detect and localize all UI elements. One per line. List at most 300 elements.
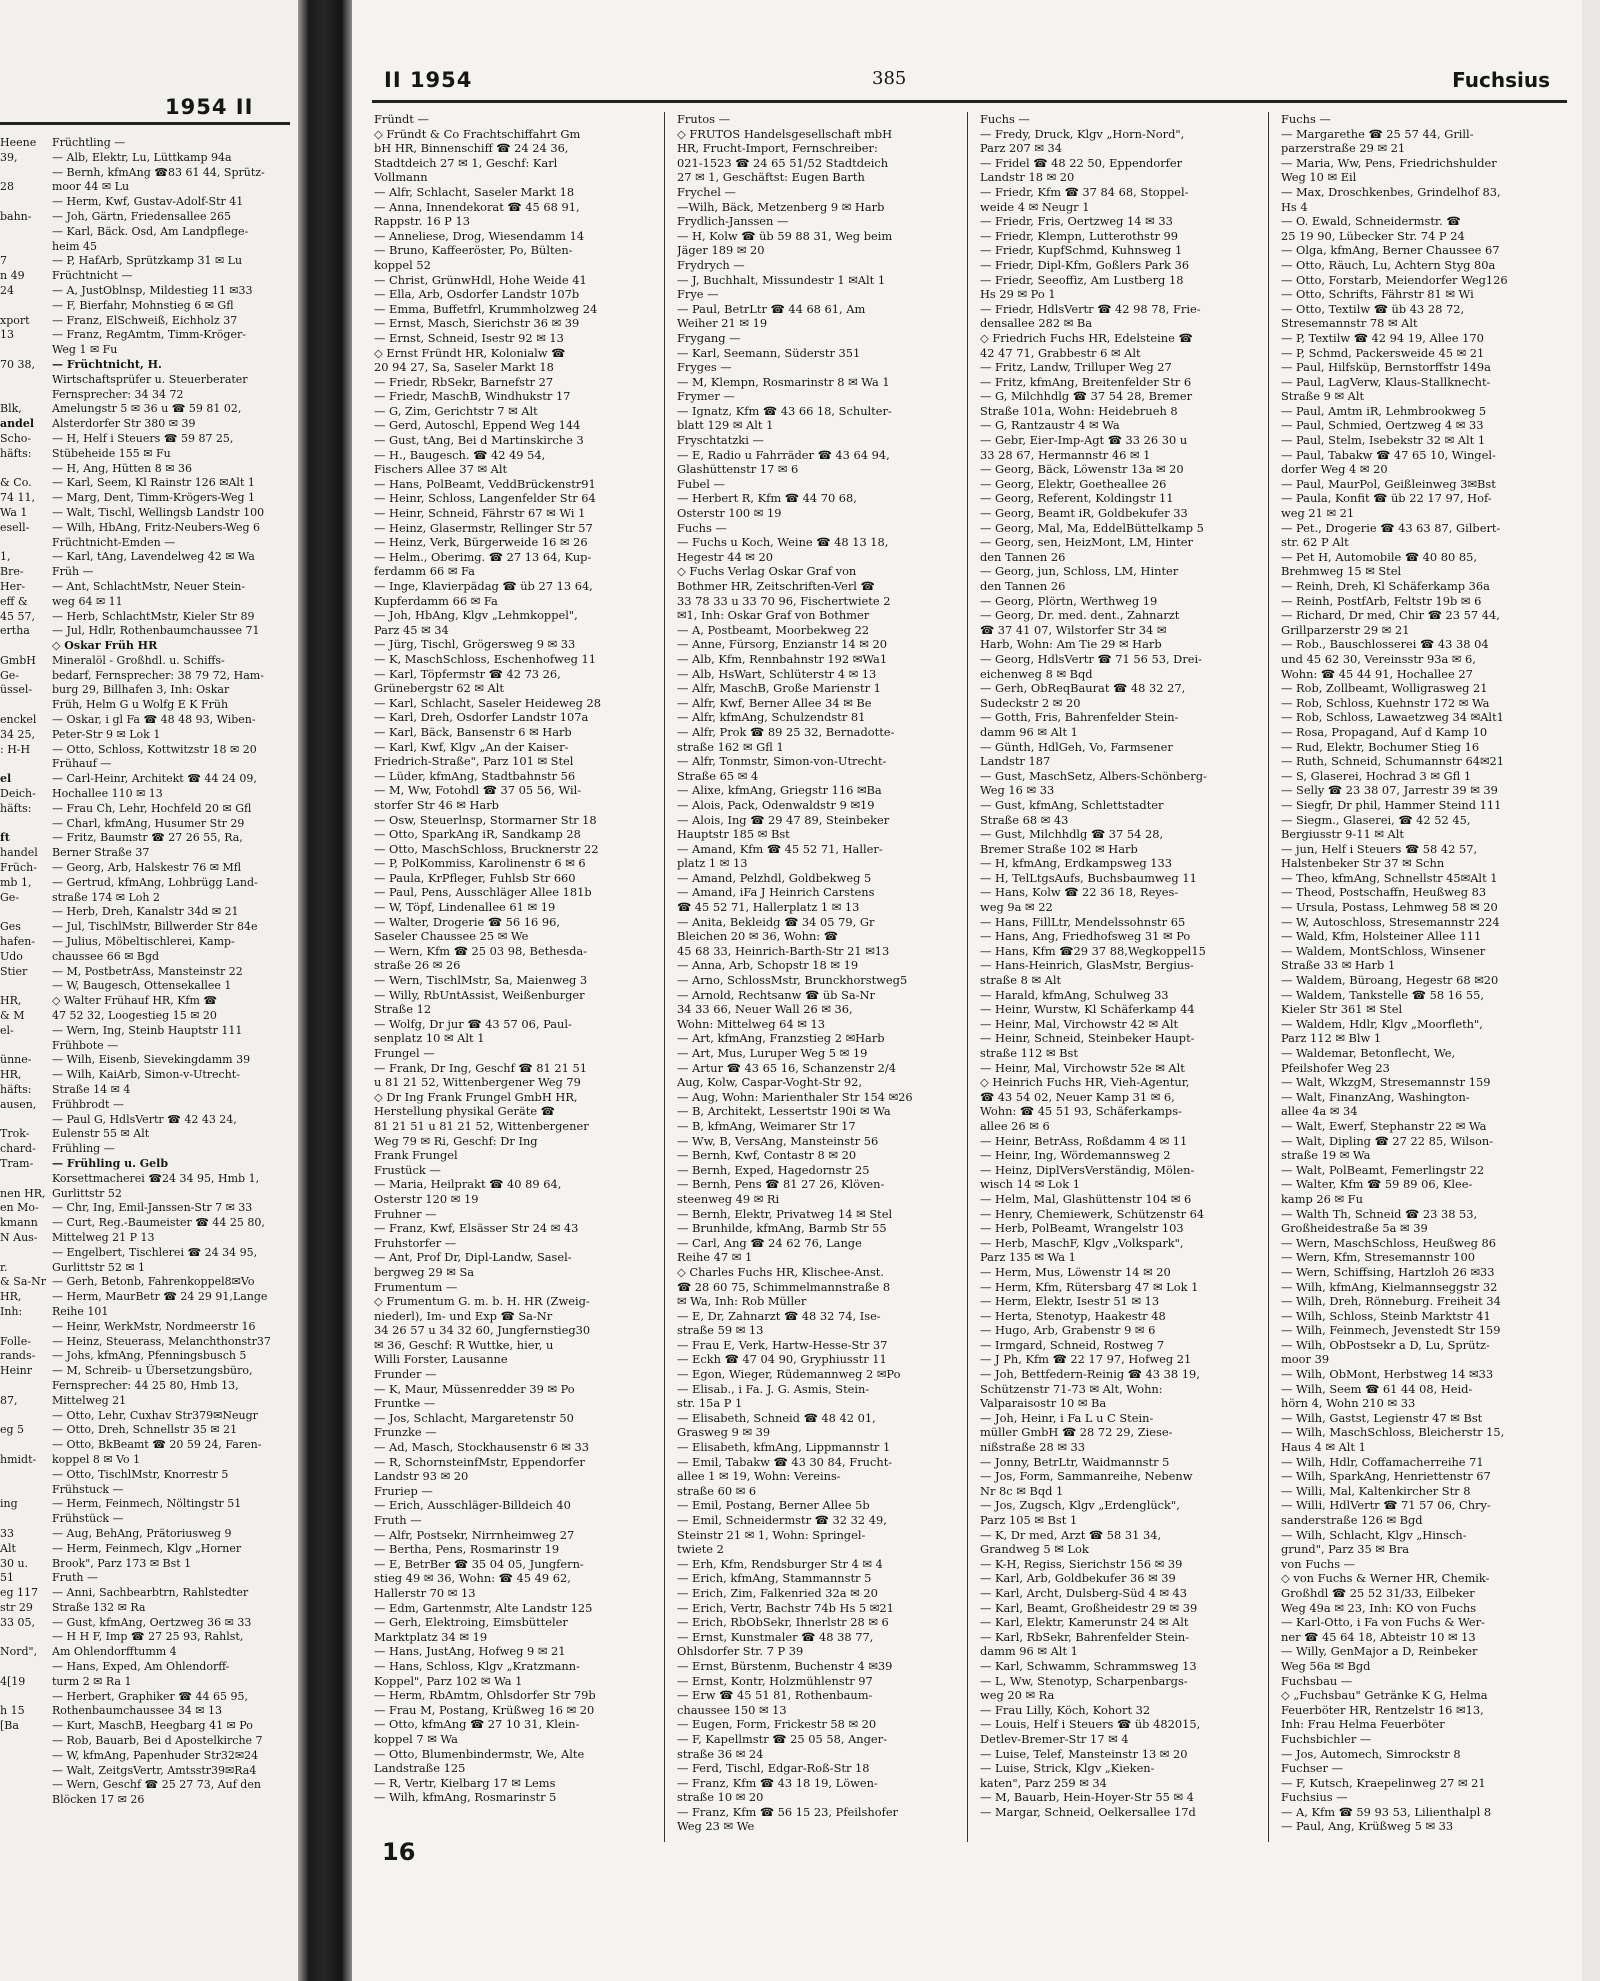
directory-entry-line: — Georg, Elektr, Goetheallee 26: [980, 476, 1167, 491]
directory-entry-line: Fryges —: [677, 360, 732, 375]
directory-entry-line: Frühstück —: [52, 1512, 124, 1526]
entries-column-3: [980, 112, 1238, 1819]
directory-entry-line: — Alfr, Postsekr, Nirrnheimweg 27: [374, 1527, 575, 1542]
directory-entry-line: — Selly ☎ 23 38 07, Jarrestr 39 ✉ 39: [1281, 783, 1498, 798]
directory-entry-line: Am Ohlendorfftumm 4: [52, 1645, 177, 1659]
directory-entry-line: — Theo, kfmAng, Schnellstr 45✉Alt 1: [1281, 870, 1498, 885]
directory-entry-line: — Alb, HsWart, Schlüterstr 4 ✉ 13: [677, 666, 877, 681]
directory-entry-line: bahn-: [0, 209, 32, 223]
directory-entry-line: — Ignatz, Kfm ☎ 43 66 18, Schulter-: [677, 403, 892, 418]
directory-entry-line: : H-H: [0, 742, 31, 756]
directory-entry-line: Folle-: [0, 1334, 31, 1348]
directory-entry-line: — Erw ☎ 45 51 81, Rothenbaum-: [677, 1688, 873, 1703]
directory-entry-line: — Julius, Möbeltischlerei, Kamp-: [52, 935, 235, 949]
directory-entry-line: Frutos —: [677, 112, 730, 126]
directory-entry-line: [0, 166, 46, 181]
directory-entry-line: — Bernh, kfmAng ☎83 61 44, Sprütz-: [52, 165, 265, 179]
directory-entry-line: Ges: [0, 920, 21, 934]
directory-entry-line: — Heinr, BetrAss, Roßdamm 4 ✉ 11: [980, 1133, 1188, 1148]
directory-entry-line: — Karl, Bäck, Bansenstr 6 ✉ Harb: [374, 724, 572, 739]
directory-entry-line: — jun, Helf i Steuers ☎ 58 42 57,: [1281, 841, 1478, 856]
column-divider: [664, 112, 665, 1842]
directory-entry-line: 33: [0, 1526, 14, 1540]
directory-entry-line: ausen,: [0, 1097, 37, 1111]
directory-entry-line: — Heinz, DiplVersVerständig, Mölen-: [980, 1162, 1195, 1177]
directory-entry-line: Straße 132 ✉ Ra: [52, 1600, 146, 1614]
directory-entry-line: — Wilh, ObMont, Herbstweg 14 ✉33: [1281, 1367, 1494, 1382]
directory-entry-line: [0, 1409, 46, 1424]
directory-entry-line: den Tannen 26: [980, 579, 1066, 593]
directory-entry-line: — Wern, Geschf ☎ 25 27 73, Auf den: [52, 1778, 261, 1792]
directory-entry-line: [0, 240, 46, 255]
directory-entry-line: steenweg 49 ✉ Ri: [677, 1191, 780, 1206]
directory-entry-line: Harb, Wohn: Am Tie 29 ✉ Harb: [980, 637, 1162, 652]
directory-entry-line: Fernsprecher: 34 34 72: [52, 387, 184, 401]
directory-entry-line: [0, 1320, 46, 1335]
directory-entry-line: häfts:: [0, 801, 32, 815]
directory-entry-line: — Georg, Plörtn, Werthweg 19: [980, 593, 1158, 608]
directory-entry-line: — Erich, kfmAng, Stammannstr 5: [677, 1571, 872, 1586]
directory-entry-line: — Alfr, Prok ☎ 89 25 32, Bernadotte-: [677, 724, 895, 739]
directory-entry-line: — Bernh, Elektr, Privatweg 14 ✉ Stel: [677, 1206, 893, 1221]
directory-entry-line: Großheidestraße 5a ✉ 39: [1281, 1221, 1428, 1236]
directory-entry-line: Straße 65 ✉ 4: [677, 768, 759, 783]
directory-entry-line: eff &: [0, 594, 28, 608]
directory-entry-line: — Arno, SchlossMstr, Brunckhorstweg5: [677, 973, 908, 988]
directory-entry-line: straße 59 ✉ 13: [677, 1323, 764, 1338]
directory-entry-line: Grünebergstr 62 ✉ Alt: [374, 681, 504, 696]
directory-entry-line: — Waldemar, Betonflecht, We,: [1281, 1046, 1456, 1060]
directory-entry-line: — K, Maur, Müssenredder 39 ✉ Po: [374, 1381, 575, 1396]
directory-entry-line: — Hugo, Arb, Grabenstr 9 ✉ 6: [980, 1323, 1156, 1338]
directory-entry-line: — J Ph, Kfm ☎ 22 17 97, Hofweg 21: [980, 1352, 1192, 1367]
directory-entry-line: — Jul, TischlMstr, Billwerder Str 84e: [52, 920, 258, 934]
directory-entry-line: — Artur ☎ 43 65 16, Schanzenstr 2/4: [677, 1060, 896, 1075]
directory-entry-line: [Ba: [0, 1719, 19, 1733]
directory-entry-line: Hs 29 ✉ Po 1: [980, 287, 1056, 302]
directory-entry-line: — Walt, WkzgM, Stresemannstr 159: [1281, 1075, 1491, 1090]
directory-entry-line: — Frau Lilly, Köch, Kohort 32: [980, 1702, 1151, 1717]
directory-entry-line: — Wilh, kfmAng, Kielmannseggstr 32: [1281, 1279, 1498, 1294]
directory-entry-line: Wohn: ☎ 45 44 91, Hochallee 27: [1281, 666, 1473, 681]
directory-entry-line: — Osw, Steuerlnsp, Stormarner Str 18: [374, 812, 597, 827]
directory-entry-line: hafen-: [0, 935, 36, 949]
directory-entry-line: — Anita, Bekleidg ☎ 34 05 79, Gr: [677, 914, 875, 929]
directory-entry-line: 021-1523 ☎ 24 65 51/52 Stadtdeich: [677, 155, 889, 170]
directory-entry-line: — Max, Droschkenbes, Grindelhof 83,: [1281, 184, 1501, 199]
directory-entry-line: — Helm, Mal, Glashüttenstr 104 ✉ 6: [980, 1191, 1192, 1206]
directory-entry-line: Halstenbeker Str 37 ✉ Schn: [1281, 856, 1445, 871]
directory-entry-line: — Brunhilde, kfmAng, Barmb Str 55: [677, 1221, 887, 1236]
directory-entry-line: bedarf, Fernsprecher: 38 79 72, Ham-: [52, 668, 264, 682]
directory-entry-line: — P, PolKommiss, Karolinenstr 6 ✉ 6: [374, 856, 586, 871]
directory-entry-line: — Frau Ch, Lehr, Hochfeld 20 ✉ Gfl: [52, 801, 252, 815]
directory-entry-line: 24: [0, 283, 14, 297]
directory-entry-line: Früch-: [0, 861, 37, 875]
directory-entry-line: — Waldem, Büroang, Hegestr 68 ✉20: [1281, 973, 1499, 988]
directory-entry-line: ft: [0, 831, 10, 845]
directory-entry-line: — Eugen, Form, Frickestr 58 ✉ 20: [677, 1717, 877, 1732]
directory-entry-line: — Otto, Lehr, Cuxhav Str379✉Neugr: [52, 1408, 258, 1422]
directory-entry-line: und 45 62 30, Vereinsstr 93a ✉ 6,: [1281, 651, 1476, 666]
directory-entry-line: — Fridel ☎ 48 22 50, Eppendorfer: [980, 155, 1183, 170]
directory-entry-line: — Gebr, Eier-Imp-Agt ☎ 33 26 30 u: [980, 433, 1188, 448]
directory-entry-line: — Siegfr, Dr phil, Hammer Steind 111: [1281, 797, 1502, 812]
directory-entry-line: HR,: [0, 1068, 22, 1082]
directory-entry-line: Korsettmacherei ☎24 34 95, Hmb 1,: [52, 1171, 260, 1185]
directory-entry-line: katen", Parz 259 ✉ 34: [980, 1775, 1107, 1790]
directory-entry-line: Weg 49a ✉ 23, Inh: KO von Fuchs: [1281, 1600, 1477, 1615]
directory-entry-line: — Fredy, Druck, Klgv „Horn-Nord",: [980, 126, 1185, 141]
directory-entry-line: twiete 2: [677, 1542, 724, 1557]
directory-entry-line: 42 47 71, Grabbestr 6 ✉ Alt: [980, 345, 1141, 360]
directory-entry-line: Frye —: [677, 287, 719, 302]
directory-entry-line: — Otto, Blumenbindermstr, We, Alte: [374, 1746, 585, 1761]
directory-entry-line: — Waldem, MontSchloss, Winsener: [1281, 943, 1486, 958]
directory-entry-line: — Amand, Kfm ☎ 45 52 71, Haller-: [677, 841, 883, 856]
entries-column-1: [374, 112, 632, 1805]
directory-entry-line: Straße 68 ✉ 43: [980, 812, 1069, 827]
directory-entry-line: — Wern, Schiffsing, Hartzloh 26 ✉33: [1281, 1264, 1495, 1279]
directory-entry-line: — Georg, HdlsVertr ☎ 71 56 53, Drei-: [980, 651, 1202, 666]
directory-entry-line: — Frau M, Postang, Krüßweg 16 ✉ 20: [374, 1702, 595, 1717]
directory-entry-line: — G, Milchhdlg ☎ 37 54 28, Bremer: [980, 389, 1193, 404]
directory-entry-line: — Elisabeth, Schneid ☎ 48 42 01,: [677, 1410, 876, 1425]
directory-entry-line: Reihe 47 ✉ 1: [677, 1250, 753, 1265]
directory-entry-line: Wirtschaftsprüfer u. Steuerberater: [52, 372, 248, 386]
directory-entry-line: — Otto, Forstarb, Meiendorfer Weg126: [1281, 272, 1508, 287]
directory-entry-line: — Heinr, Schloss, Langenfelder Str 64: [374, 491, 596, 506]
directory-entry-line: — H H F, Imp ☎ 27 25 93, Rahlst,: [52, 1630, 244, 1644]
directory-entry-line: — Frau E, Verk, Hartw-Hesse-Str 37: [677, 1337, 888, 1352]
directory-entry-line: Vollmann: [374, 170, 428, 185]
directory-entry-line: — Fuchs u Koch, Weine ☎ 48 13 18,: [677, 535, 889, 550]
directory-entry-line: — Hans, PolBeamt, VeddBrückenstr91: [374, 476, 596, 491]
directory-entry-line: [0, 1483, 46, 1498]
directory-entry-line: — Otto, BkBeamt ☎ 20 59 24, Faren-: [52, 1438, 262, 1452]
directory-entry-line: — Franz, Kfm ☎ 56 15 23, Pfeilshofer: [677, 1804, 898, 1819]
directory-entry-line: häfts:: [0, 446, 32, 460]
directory-entry-line: hmidt-: [0, 1452, 37, 1466]
directory-entry-line: — Erich, Vertr, Bachstr 74b Hs 5 ✉21: [677, 1600, 894, 1615]
directory-entry-line: — Paul, BetrLtr ☎ 44 68 61, Am: [677, 301, 866, 316]
directory-entry-line: [0, 536, 46, 551]
directory-entry-line: moor 39: [1281, 1352, 1330, 1367]
directory-entry-line: — Walt, ZeitgsVertr, Amtsstr39✉Ra4: [52, 1763, 257, 1777]
directory-entry-line: Straße 33 ✉ Harb 1: [1281, 958, 1396, 973]
directory-entry-line: — O. Ewald, Schneidermstr. ☎: [1281, 214, 1461, 229]
directory-entry-line: Hegestr 44 ✉ 20: [677, 549, 773, 564]
directory-entry-line: sanderstraße 126 ✉ Bgd: [1281, 1513, 1423, 1527]
directory-entry-line: — Ernst, Kontr, Holzmühlenstr 97: [677, 1673, 873, 1688]
directory-entry-line: Sudeckstr 2 ✉ 20: [980, 695, 1081, 710]
directory-entry-line: — Walt, FinanzAng, Washington-: [1281, 1089, 1470, 1104]
directory-entry-line: — Georg, Beamt iR, Goldbekufer 33: [980, 506, 1188, 521]
directory-entry-line: ferdamm 66 ✉ Fa: [374, 564, 475, 579]
directory-entry-line: Parz 45 ✉ 34: [374, 622, 449, 637]
directory-entry-line: — Karl, Elektr, Kamerunstr 24 ✉ Alt: [980, 1615, 1189, 1630]
directory-entry-line: — H, Helf i Steuers ☎ 59 87 25,: [52, 431, 234, 445]
directory-entry-line: — Otto, Schrifts, Fährstr 81 ✉ Wi: [1281, 287, 1474, 302]
directory-entry-line: — Herm, MaurBetr ☎ 24 29 91,Lange: [52, 1290, 268, 1304]
directory-entry-line: Fruth —: [52, 1571, 98, 1585]
directory-entry-line: [0, 1246, 46, 1261]
directory-entry-line: [0, 905, 46, 920]
directory-entry-line: — Kurt, MaschB, Heegbarg 41 ✉ Po: [52, 1719, 253, 1733]
directory-entry-line: Jäger 189 ✉ 20: [677, 243, 765, 258]
directory-entry-line: Weg 1 ✉ Fu: [52, 343, 118, 357]
directory-entry-line: straße 19 ✉ Wa: [1281, 1148, 1371, 1163]
directory-entry-line: Hs 4: [1281, 199, 1308, 214]
left-page-entries-column: [52, 136, 297, 1808]
directory-entry-line: Fuchsbau —: [1281, 1673, 1353, 1688]
directory-entry-line: — Hans, Schloss, Klgv „Kratzmann-: [374, 1658, 580, 1673]
directory-entry-line: müller GmbH ☎ 28 72 29, Ziese-: [980, 1425, 1173, 1440]
directory-entry-line: dorfer Weg 4 ✉ 20: [1281, 462, 1388, 477]
directory-entry-line: 13: [0, 328, 14, 342]
directory-entry-line: str. 15a P 1: [677, 1396, 743, 1411]
directory-entry-line: — Jos, Zugsch, Klgv „Erdenglück",: [980, 1498, 1180, 1513]
entries-column-2: [677, 112, 935, 1834]
directory-entry-line: Alt: [0, 1541, 16, 1555]
header-rule: [372, 100, 1567, 103]
directory-entry-line: koppel 52: [374, 257, 431, 272]
directory-entry-line: — Hans, Kolw ☎ 22 36 18, Reyes-: [980, 885, 1179, 900]
directory-entry-line: — Heinr, Ing, Wördemannsweg 2: [980, 1148, 1171, 1163]
directory-entry-line: Weiher 21 ✉ 19: [677, 316, 768, 331]
directory-entry-line: densallee 282 ✉ Ba: [980, 316, 1093, 331]
directory-entry-line: — Herm, RbAmtm, Ohlsdorfer Str 79b: [374, 1688, 596, 1703]
directory-entry-line: ◇ Fründt & Co Frachtschiffahrt Gm: [374, 126, 581, 141]
directory-entry-line: damm 96 ✉ Alt 1: [980, 724, 1078, 739]
directory-entry-line: — Irmgard, Schneid, Rostweg 7: [980, 1337, 1165, 1352]
directory-entry-line: — J, Buchhalt, Missundestr 1 ✉Alt 1: [677, 272, 886, 287]
directory-entry-line: Früchtling —: [52, 136, 126, 149]
directory-entry-line: — Herbert, Graphiker ☎ 44 65 95,: [52, 1689, 248, 1703]
directory-entry-line: n 49: [0, 269, 25, 283]
directory-entry-line: 39,: [0, 150, 18, 164]
directory-entry-line: Frunzke —: [374, 1425, 437, 1440]
directory-entry-line: Grillparzerstr 29 ✉ 21: [1281, 622, 1410, 637]
directory-entry-line: & Co.: [0, 476, 32, 490]
directory-entry-line: — Alixe, kfmAng, Griegstr 116 ✉Ba: [677, 783, 882, 798]
directory-entry-line: — Herta, Stenotyp, Haakestr 48: [980, 1308, 1166, 1323]
directory-entry-line: — F, Kapellmstr ☎ 25 05 58, Anger-: [677, 1731, 887, 1746]
directory-entry-line: — Ernst, Masch, Sierichstr 36 ✉ 39: [374, 316, 580, 331]
directory-entry-line: — Paul, Pens, Ausschläger Allee 181b: [374, 885, 592, 900]
directory-entry-line: — Pet H, Automobile ☎ 40 80 85,: [1281, 549, 1478, 564]
directory-entry-line: ◇ Oskar Früh HR: [52, 639, 158, 653]
directory-entry-line: blatt 129 ✉ Alt 1: [677, 418, 774, 433]
directory-entry-line: str 29: [0, 1600, 33, 1614]
directory-entry-line: — Walt, Dipling ☎ 27 22 85, Wilson-: [1281, 1133, 1494, 1148]
directory-entry-line: — Art, kfmAng, Franzstieg 2 ✉Harb: [677, 1031, 885, 1046]
directory-entry-line: chard-: [0, 1142, 36, 1156]
directory-entry-line: — Willi, Mal, Kaltenkircher Str 8: [1281, 1483, 1471, 1498]
directory-entry-line: — E, BetrBer ☎ 35 04 05, Jungfern-: [374, 1556, 584, 1571]
directory-entry-line: — Walt, Ewerf, Stephanstr 22 ✉ Wa: [1281, 1118, 1487, 1133]
directory-entry-line: — W, Autoschloss, Stresemannstr 224: [1281, 914, 1500, 929]
directory-entry-line: — Siegm., Glaserei, ☎ 42 52 45,: [1281, 812, 1471, 827]
directory-entry-line: — Otto, MaschSchloss, Brucknerstr 22: [374, 841, 599, 856]
directory-entry-line: — Wilh, Gastst, Legienstr 47 ✉ Bst: [1281, 1410, 1483, 1425]
directory-entry-line: Alsterdorfer Str 380 ✉ 39: [52, 417, 196, 431]
directory-entry-line: — Elisabeth, kfmAng, Lippmannstr 1: [677, 1440, 891, 1455]
directory-entry-line: & Sa-Nr: [0, 1275, 46, 1289]
directory-entry-line: weg 21 ✉ 21: [1281, 506, 1355, 521]
directory-entry-line: Parz 105 ✉ Bst 1: [980, 1513, 1078, 1527]
directory-entry-line: — Friedr, RbSekr, Barnefstr 27: [374, 374, 554, 389]
directory-entry-line: Mittelweg 21: [52, 1393, 127, 1407]
directory-entry-line: Nord",: [0, 1645, 38, 1659]
directory-entry-line: — E, Dr, Zahnarzt ☎ 48 32 74, Ise-: [677, 1308, 881, 1323]
directory-entry-line: — Karl, Töpfermstr ☎ 42 73 26,: [374, 666, 561, 681]
directory-entry-line: [0, 698, 46, 713]
directory-entry-line: — G, Zim, Gerichtstr 7 ✉ Alt: [374, 403, 538, 418]
directory-entry-line: — Aug, Wohn: Marienthaler Str 154 ✉26: [677, 1089, 913, 1104]
directory-entry-line: — B, Architekt, Lessertstr 190i ✉ Wa: [677, 1104, 891, 1119]
directory-entry-line: — Eckh ☎ 47 04 90, Gryphiusstr 11: [677, 1352, 887, 1367]
directory-entry-line: — Herm, Feinmech, Nöltingstr 51: [52, 1497, 242, 1511]
directory-entry-line: Parz 207 ✉ 34: [980, 141, 1063, 156]
directory-entry-line: Aug, Kolw, Caspar-Voght-Str 92,: [677, 1075, 862, 1090]
directory-entry-line: Frustück —: [374, 1162, 441, 1177]
directory-entry-line: — Wern, MaschSchloss, Heußweg 86: [1281, 1235, 1497, 1250]
directory-entry-line: Frühling —: [52, 1142, 115, 1156]
directory-entry-line: ◇ „Fuchsbau" Getränke K G, Helma: [1281, 1688, 1488, 1703]
directory-entry-line: — Erich, Ausschläger-Billdeich 40: [374, 1498, 571, 1513]
directory-entry-line: — Amand, Pelzhdl, Goldbekweg 5: [677, 870, 872, 885]
directory-entry-line: — Erh, Kfm, Rendsburger Str 4 ✉ 4: [677, 1556, 883, 1571]
directory-entry-line: — Heinr, Schneid, Fährstr 67 ✉ Wi 1: [374, 506, 586, 521]
directory-entry-line: ünne-: [0, 1053, 32, 1067]
directory-entry-line: — Carl-Heinr, Architekt ☎ 44 24 09,: [52, 772, 257, 786]
directory-entry-line: — Otto, Schloss, Kottwitzstr 18 ✉ 20: [52, 742, 257, 756]
directory-entry-line: — Emil, Tabakw ☎ 43 30 84, Frucht-: [677, 1454, 893, 1469]
directory-entry-line: senplatz 10 ✉ Alt 1: [374, 1031, 485, 1046]
directory-entry-line: 81 21 51 u 81 21 52, Wittenbergener: [374, 1118, 589, 1133]
directory-entry-line: — Margar, Schneid, Oelkersallee 17d: [980, 1804, 1196, 1819]
directory-entry-line: Fruntke —: [374, 1396, 436, 1411]
directory-entry-line: Weg 79 ✉ Ri, Geschf: Dr Ing: [374, 1133, 538, 1148]
directory-entry-line: — Anna, Arb, Schopstr 18 ✉ 19: [677, 958, 859, 973]
directory-entry-line: Fuchsbichler —: [1281, 1731, 1372, 1746]
directory-entry-line: — Paul, Hilfsküp, Bernstorffstr 149a: [1281, 360, 1491, 375]
directory-entry-line: Stresemannstr 78 ✉ Alt: [1281, 316, 1418, 331]
directory-entry-line: — Carl, Ang ☎ 24 62 76, Lange: [677, 1235, 862, 1250]
directory-entry-line: Osterstr 100 ✉ 19: [677, 506, 782, 521]
directory-entry-line: allee 4a ✉ 34: [1281, 1104, 1358, 1119]
directory-entry-line: [0, 1690, 46, 1705]
directory-entry-line: — Hans, Ang, Friedhofsweg 31 ✉ Po: [980, 929, 1191, 944]
directory-entry-line: — Margarethe ☎ 25 57 44, Grill-: [1281, 126, 1474, 141]
directory-entry-line: Frühstuck —: [52, 1482, 124, 1496]
directory-entry-line: Fuchs —: [980, 112, 1030, 126]
directory-entry-line: ◇ Heinrich Fuchs HR, Vieh-Agentur,: [980, 1075, 1190, 1090]
directory-entry-line: — Gerh, Elektroing, Eimsbütteler: [374, 1615, 568, 1630]
directory-entry-line: — Friedr, KupfSchmd, Kuhnsweg 1: [980, 243, 1183, 258]
directory-entry-line: — Herm, Kwf, Gustav-Adolf-Str 41: [52, 195, 244, 209]
directory-entry-line: Wa 1: [0, 505, 28, 519]
directory-entry-line: — Rob., Bauschlosserei ☎ 43 38 04: [1281, 637, 1489, 652]
directory-entry-line: — Ella, Arb, Osdorfer Landstr 107b: [374, 287, 580, 302]
directory-entry-line: — Wilh, HbAng, Fritz-Neubers-Weg 6: [52, 520, 261, 534]
directory-entry-line: — A, Postbeamt, Moorbekweg 22: [677, 622, 870, 637]
directory-entry-line: Frymer —: [677, 389, 735, 404]
directory-entry-line: — Heinr, Schneid, Steinbeker Haupt-: [980, 1031, 1195, 1046]
directory-entry-line: — Gerd, Autoschl, Eppend Weg 144: [374, 418, 581, 433]
directory-entry-line: ◇ Dr Ing Frank Frungel GmbH HR,: [374, 1089, 578, 1104]
directory-entry-line: — Joh, Bettfedern-Reinig ☎ 43 38 19,: [980, 1367, 1200, 1382]
directory-entry-line: Bleichen 20 ✉ 36, Wohn: ☎: [677, 929, 838, 944]
directory-entry-line: — Karl, Dreh, Osdorfer Landstr 107a: [374, 710, 589, 725]
directory-entry-line: Straße 101a, Wohn: Heidebrueh 8: [980, 403, 1178, 418]
directory-entry-line: en Mo-: [0, 1201, 39, 1215]
directory-entry-line: — Gust, tAng, Bei d Martinskirche 3: [374, 433, 584, 448]
directory-entry-line: — Luise, Strick, Klgv „Kieken-: [980, 1761, 1155, 1776]
directory-entry-line: koppel 7 ✉ Wa: [374, 1731, 458, 1746]
directory-entry-line: — Karl, Bäck. Osd, Am Landpflege-: [52, 224, 249, 238]
directory-entry-line: Weg 10 ✉ Eil: [1281, 170, 1357, 185]
directory-entry-line: — Wilh, Seem ☎ 61 44 08, Heid-: [1281, 1381, 1473, 1396]
directory-entry-line: Straße 9 ✉ Alt: [1281, 389, 1365, 404]
directory-entry-line: Fründt —: [374, 112, 429, 126]
directory-entry-line: — Karl, Seem, Kl Rainstr 126 ✉Alt 1: [52, 476, 255, 490]
directory-entry-line: Frühbote —: [52, 1038, 119, 1052]
directory-entry-line: — Herbert R, Kfm ☎ 44 70 68,: [677, 491, 857, 506]
directory-entry-line: Frumentum —: [374, 1279, 458, 1294]
directory-entry-line: — Karl-Otto, i Fa von Fuchs & Wer-: [1281, 1615, 1485, 1630]
directory-entry-line: [0, 1630, 46, 1645]
directory-entry-line: [0, 1438, 46, 1453]
directory-entry-line: — Herm, Elektr, Isestr 51 ✉ 13: [980, 1294, 1160, 1309]
directory-entry-line: — Henry, Chemiewerk, Schützenstr 64: [980, 1206, 1205, 1221]
directory-entry-line: ✉ 36, Geschf: R Wuttke, hier, u: [374, 1337, 554, 1352]
directory-entry-line: — Hans, Kfm ☎29 37 88,Wegkoppel15: [980, 943, 1206, 958]
directory-entry-line: — Rosa, Propagand, Auf d Kamp 10: [1281, 724, 1488, 739]
directory-entry-line: Scho-: [0, 431, 32, 445]
directory-entry-line: — Gotth, Fris, Bahrenfelder Stein-: [980, 710, 1179, 725]
directory-entry-line: üssel-: [0, 683, 33, 697]
directory-entry-line: — Maria, Heilprakt ☎ 40 89 64,: [374, 1177, 562, 1192]
signature-number: 16: [382, 1838, 416, 1866]
directory-entry-line: Glashüttenstr 17 ✉ 6: [677, 462, 799, 477]
directory-entry-line: — Walter, Kfm ☎ 59 89 06, Klee-: [1281, 1177, 1473, 1192]
directory-entry-line: ner ☎ 45 64 18, Abteistr 10 ✉ 13: [1281, 1629, 1476, 1644]
directory-entry-line: — L, Ww, Stenotyp, Scharpenbargs-: [980, 1673, 1188, 1688]
directory-entry-line: — Gust, MaschSetz, Albers-Schönberg-: [980, 768, 1207, 783]
directory-entry-line: — P, Schmd, Packersweide 45 ✉ 21: [1281, 345, 1485, 360]
directory-entry-line: ✉1, Inh: Oskar Graf von Bothmer: [677, 608, 870, 623]
directory-entry-line: Fruth —: [374, 1513, 422, 1527]
directory-entry-line: — Jonny, BetrLtr, Waidmannstr 5: [980, 1454, 1170, 1469]
directory-entry-line: Fuchsius —: [1281, 1790, 1348, 1805]
directory-entry-line: — Lüder, kfmAng, Stadtbahnstr 56: [374, 768, 576, 783]
directory-entry-line: — Wern, Kfm, Stresemannstr 100: [1281, 1250, 1475, 1265]
directory-entry-line: Frungel —: [374, 1046, 435, 1060]
directory-entry-line: Kupferdamm 66 ✉ Fa: [374, 593, 498, 608]
directory-entry-line: — H, Ang, Hütten 8 ✉ 36: [52, 461, 192, 475]
directory-entry-line: — Paul, LagVerw, Klaus-Stallknecht-: [1281, 374, 1491, 389]
directory-entry-line: eg 117: [0, 1586, 39, 1600]
directory-entry-line: turm 2 ✉ Ra 1: [52, 1674, 132, 1688]
directory-entry-line: Bremer Straße 102 ✉ Harb: [980, 841, 1138, 856]
directory-entry-line: — Karl, Arb, Goldbekufer 36 ✉ 39: [980, 1571, 1176, 1586]
directory-entry-line: Frunder —: [374, 1367, 437, 1382]
directory-entry-line: parzerstraße 29 ✉ 21: [1281, 141, 1406, 156]
directory-entry-line: [0, 1039, 46, 1054]
directory-entry-line: Straße 14 ✉ 4: [52, 1083, 131, 1096]
